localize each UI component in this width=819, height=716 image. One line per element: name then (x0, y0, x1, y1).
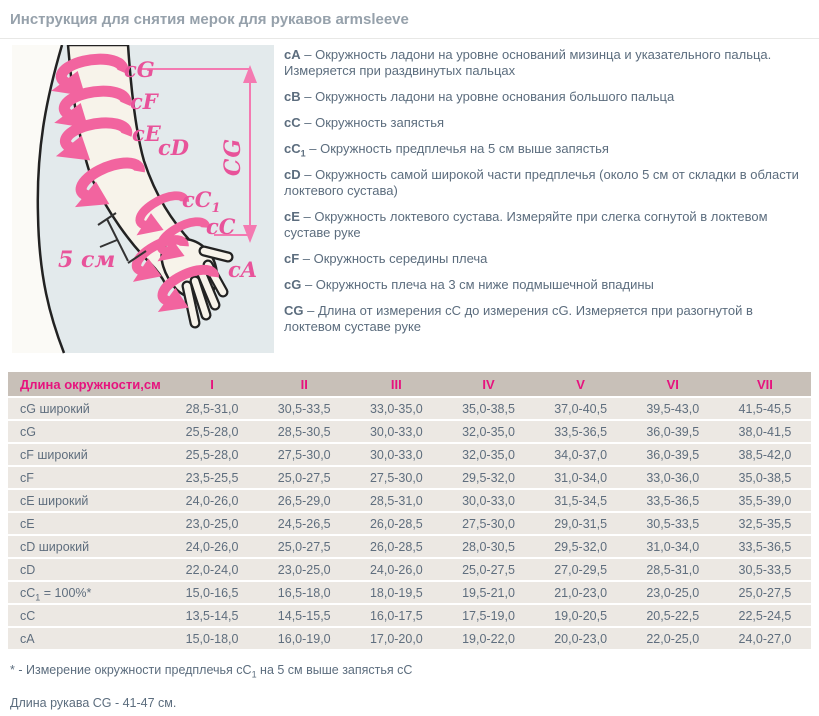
table-row (8, 513, 811, 534)
size-cell: 28,5-31,0 (350, 490, 442, 511)
size-cell: 31,5-34,5 (535, 490, 627, 511)
size-cell: 25,0-27,5 (442, 559, 534, 580)
size-cell: 34,0-37,0 (535, 444, 627, 465)
size-cell: 28,5-31,0 (627, 559, 719, 580)
size-cell: 29,5-32,0 (535, 536, 627, 557)
size-cell: 24,5-26,5 (258, 513, 350, 534)
label-cA: cA (228, 257, 258, 282)
measure-description: cA – Окружность ладони на уровне оснований мизинца и указательного пальца. Измеряется при раздвинутых пальцах (284, 47, 772, 78)
size-cell: 28,5-30,5 (258, 421, 350, 442)
size-cell: 25,0-27,5 (258, 467, 350, 488)
size-cell: 26,0-28,5 (350, 513, 442, 534)
size-row-label: cF широкий (8, 444, 166, 465)
table-row (8, 536, 811, 557)
size-cell: 33,0-35,0 (350, 398, 442, 419)
size-cell: 26,5-29,0 (258, 490, 350, 511)
label-CG: CG (220, 137, 246, 177)
size-table-header-row (8, 372, 811, 396)
measure-description: cE – Окружность локтевого сустава. Измеряйте при слегка согнутой в локтевом суставе руке (284, 209, 768, 240)
size-cell: 35,5-39,0 (719, 490, 811, 511)
size-row-label: cD (8, 559, 166, 580)
size-cell: 24,0-26,0 (350, 559, 442, 580)
size-cell: 29,5-32,0 (442, 467, 534, 488)
measure-description: cF – Окружность середины плеча (284, 251, 488, 266)
table-row (8, 398, 811, 419)
arm-measurement-illustration (12, 45, 274, 361)
size-column-header: VII (719, 372, 811, 396)
size-cell: 22,0-24,0 (166, 559, 258, 580)
size-cell: 14,5-15,5 (258, 605, 350, 626)
size-cell: 16,5-18,0 (258, 582, 350, 603)
measure-description: cC – Окружность запястья (284, 115, 445, 130)
table-row (8, 582, 811, 603)
size-row-label: cF (8, 467, 166, 488)
content-row (0, 39, 819, 366)
measure-description: cB – Окружность ладони на уровне основания большого пальца (284, 89, 675, 104)
size-cell: 19,5-21,0 (442, 582, 534, 603)
size-cell: 25,5-28,0 (166, 444, 258, 465)
table-row (8, 467, 811, 488)
size-cell: 30,5-33,5 (719, 559, 811, 580)
size-cell: 27,0-29,5 (535, 559, 627, 580)
size-row-label: cE (8, 513, 166, 534)
size-cell: 24,0-26,0 (166, 490, 258, 511)
size-cell: 23,5-25,5 (166, 467, 258, 488)
size-cell: 24,0-27,0 (719, 628, 811, 649)
table-row (8, 490, 811, 511)
size-cell: 22,5-24,5 (719, 605, 811, 626)
size-cell: 31,0-34,0 (535, 467, 627, 488)
size-cell: 31,0-34,0 (627, 536, 719, 557)
label-cE: cE (132, 121, 161, 146)
size-cell: 15,0-18,0 (166, 628, 258, 649)
size-cell: 32,0-35,0 (442, 444, 534, 465)
size-cell: 27,5-30,0 (350, 467, 442, 488)
size-cell: 36,0-39,5 (627, 444, 719, 465)
size-cell: 30,0-33,0 (350, 444, 442, 465)
size-row-label: cC (8, 605, 166, 626)
size-cell: 32,5-35,5 (719, 513, 811, 534)
size-table-corner-label: Длина окружности,см (8, 372, 166, 396)
size-cell: 37,0-40,5 (535, 398, 627, 419)
size-cell: 38,0-41,5 (719, 421, 811, 442)
size-cell: 29,0-31,5 (535, 513, 627, 534)
size-cell: 36,0-39,5 (627, 421, 719, 442)
page-title: Инструкция для снятия мерок для рукавов armsleeve (10, 11, 409, 28)
label-cC1: $cC_1$ (182, 187, 221, 216)
size-cell: 27,5-30,0 (442, 513, 534, 534)
size-table (8, 370, 811, 651)
size-cell: 35,0-38,5 (719, 467, 811, 488)
size-cell: 13,5-14,5 (166, 605, 258, 626)
size-cell: 30,5-33,5 (627, 513, 719, 534)
size-table-body (8, 398, 811, 649)
size-column-header: II (258, 372, 350, 396)
size-cell: 30,0-33,0 (350, 421, 442, 442)
footnote-sleeve-length: Длина рукава CG - 41-47 см. (10, 696, 177, 710)
size-cell: 25,5-28,0 (166, 421, 258, 442)
size-cell: 18,0-19,5 (350, 582, 442, 603)
size-cell: 24,0-26,0 (166, 536, 258, 557)
size-cell: 21,0-23,0 (535, 582, 627, 603)
table-row (8, 444, 811, 465)
table-row (8, 559, 811, 580)
measurement-descriptions (284, 45, 811, 366)
size-cell: 30,0-33,0 (442, 490, 534, 511)
size-cell: 25,0-27,5 (258, 536, 350, 557)
table-row (8, 628, 811, 649)
measure-description: $cC_1$ – Окружность предплечья на 5 см выше запястья (284, 141, 609, 159)
measure-description: cD – Окружность самой широкой части предплечья (около 5 см от складки в области локтевого сустава) (284, 167, 799, 198)
footnotes (0, 651, 819, 710)
size-cell: 30,5-33,5 (258, 398, 350, 419)
size-cell: 19,0-20,5 (535, 605, 627, 626)
size-cell: 17,5-19,0 (442, 605, 534, 626)
size-row-label: cD широкий (8, 536, 166, 557)
size-cell: 26,0-28,5 (350, 536, 442, 557)
footnote-asterisk: * - Измерение окружности предплечья $cC_1$ на 5 см выше запястья cC (10, 663, 413, 680)
size-column-header: V (535, 372, 627, 396)
size-row-label: cE широкий (8, 490, 166, 511)
size-cell: 38,5-42,0 (719, 444, 811, 465)
size-column-header: I (166, 372, 258, 396)
label-five-cm: 5 см (58, 247, 116, 273)
size-row-label: cG (8, 421, 166, 442)
arm-illustration-container (12, 45, 274, 366)
table-row (8, 421, 811, 442)
size-cell: 28,0-30,5 (442, 536, 534, 557)
size-cell: 33,5-36,5 (627, 490, 719, 511)
size-cell: 23,0-25,0 (627, 582, 719, 603)
size-cell: 15,0-16,5 (166, 582, 258, 603)
size-cell: 33,0-36,0 (627, 467, 719, 488)
size-cell: 25,0-27,5 (719, 582, 811, 603)
measure-description: CG – Длина от измерения cC до измерения cG. Измеряется при разогнутой в локтевом суставе руке (284, 303, 753, 334)
size-cell: 22,0-25,0 (627, 628, 719, 649)
size-cell: 23,0-25,0 (258, 559, 350, 580)
size-row-label: cG широкий (8, 398, 166, 419)
size-cell: 27,5-30,0 (258, 444, 350, 465)
size-cell: 33,5-36,5 (535, 421, 627, 442)
size-cell: 17,0-20,0 (350, 628, 442, 649)
size-cell: 33,5-36,5 (719, 536, 811, 557)
size-cell: 35,0-38,5 (442, 398, 534, 419)
size-cell: 20,5-22,5 (627, 605, 719, 626)
size-column-header: IV (442, 372, 534, 396)
size-row-label: cA (8, 628, 166, 649)
label-cC: cC (206, 214, 236, 239)
label-cF: cF (130, 89, 158, 114)
size-column-header: III (350, 372, 442, 396)
size-cell: 20,0-23,0 (535, 628, 627, 649)
label-cD: cD (158, 135, 189, 160)
size-cell: 39,5-43,0 (627, 398, 719, 419)
size-cell: 32,0-35,0 (442, 421, 534, 442)
size-cell: 41,5-45,5 (719, 398, 811, 419)
size-cell: 28,5-31,0 (166, 398, 258, 419)
size-cell: 16,0-19,0 (258, 628, 350, 649)
size-column-header: VI (627, 372, 719, 396)
size-cell: 23,0-25,0 (166, 513, 258, 534)
size-row-label: $cC_1 = 100\%*$ (8, 582, 166, 603)
table-row (8, 605, 811, 626)
label-cG: cG (124, 57, 155, 82)
size-cell: 16,0-17,5 (350, 605, 442, 626)
size-cell: 19,0-22,0 (442, 628, 534, 649)
measure-description: cG – Окружность плеча на 3 см ниже подмышечной впадины (284, 277, 654, 292)
